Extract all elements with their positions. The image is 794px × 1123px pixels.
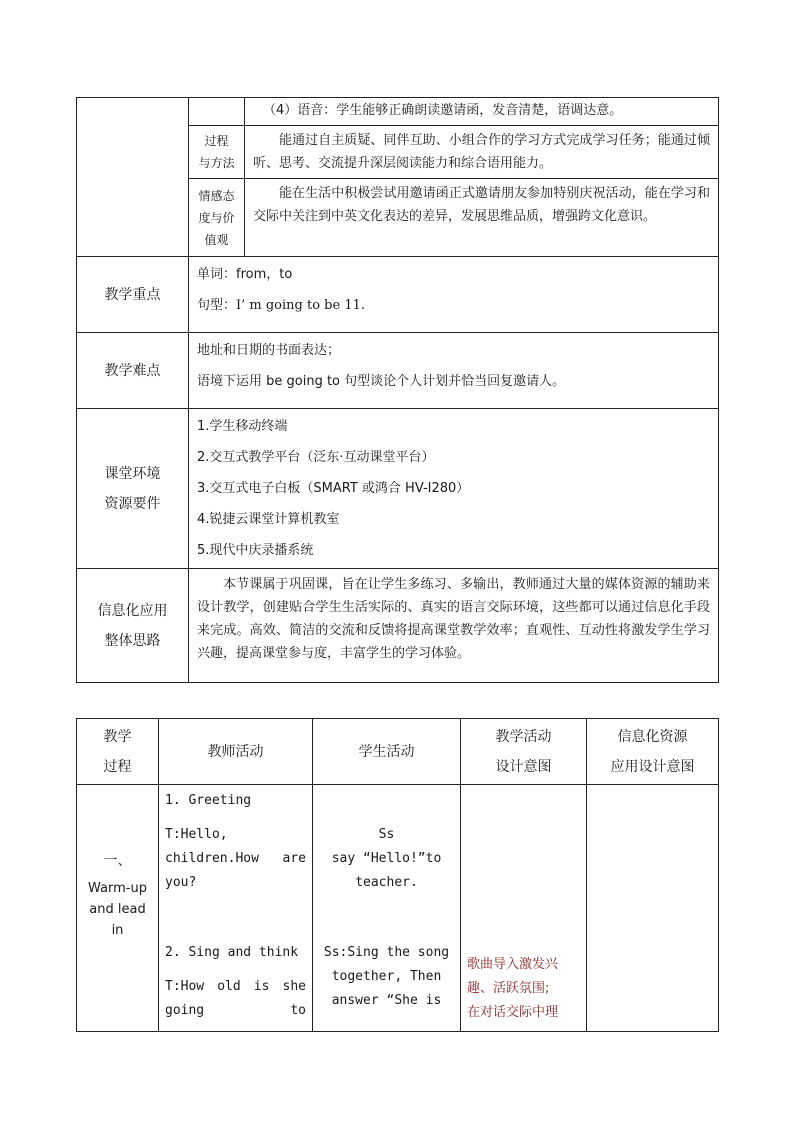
- emotion-text: 能在生活中积极尝试用邀请函正式邀请朋友参加特别庆祝活动，能在学习和交际中关注到中英文化表达的差异，发展思维品质，增强跨文化意识。: [245, 179, 719, 257]
- difficulties: 地址和日期的书面表达； 语境下运用 be going to 句型谈论个人计划并恰当回复邀请人。: [189, 333, 719, 409]
- design-intent: 歌曲导入激发兴 趣、活跃氛围; 在对话交际中理: [461, 785, 587, 1032]
- stage-warmup: 一、 Warm-up and lead in: [77, 785, 159, 1032]
- teacher-activity: 1. Greeting T:Hello, children.How are you? 2. Sing and think T:How old is she going to: [159, 785, 313, 1032]
- objectives-label-cell: [77, 98, 189, 257]
- list-item: 5.现代中庆录播系统: [197, 543, 314, 558]
- header-process: 教学 过程: [77, 719, 159, 785]
- objectives-table: [76, 97, 719, 683]
- key-points: 单词：from，to 句型：I’ m going to be 11.: [189, 257, 719, 333]
- difficulties-label: 教学难点: [77, 333, 189, 409]
- header-teacher: 教师活动: [159, 719, 313, 785]
- environment-list: [189, 409, 719, 569]
- header-resource: 信息化资源 应用设计意图: [587, 719, 719, 785]
- emotion-label: 情感态 度与价 值观: [189, 179, 245, 257]
- info-approach-label: 信息化应用 整体思路: [77, 569, 189, 683]
- header-intent: 教学活动 设计意图: [461, 719, 587, 785]
- process-text: 能通过自主质疑、同伴互助、小组合作的学习方式完成学习任务；能通过倾听、思考、交流提升深层阅读能力和综合语用能力。: [245, 126, 719, 179]
- resource-intent: [587, 785, 719, 1032]
- list-item: 4.锐捷云课堂计算机教室: [197, 512, 340, 527]
- list-item: 3.交互式电子白板（SMART 或鸿合 HV-I280）: [197, 481, 470, 496]
- list-item: 2.交互式教学平台（泛东·互动课堂平台）: [197, 450, 435, 465]
- process-table: [76, 718, 719, 1032]
- objective-language: （4）语音：学生能够正确朗读邀请函，发音清楚，语调达意。: [245, 98, 719, 126]
- key-points-label: 教学重点: [77, 257, 189, 333]
- header-student: 学生活动: [313, 719, 461, 785]
- process-label: 过程 与方法: [189, 126, 245, 179]
- student-activity: Ss say “Hello!”to teacher. Ss:Sing the song together, Then answer “She is: [313, 785, 461, 1032]
- list-item: 1.学生移动终端: [197, 419, 288, 434]
- environment-label: 课堂环境 资源要件: [77, 409, 189, 569]
- blank-cell: [189, 98, 245, 126]
- info-approach-text: 本节课属于巩固课，旨在让学生多练习、多输出，教师通过大量的媒体资源的辅助来设计教学，创建贴合学生生活实际的、真实的语言交际环境，这些都可以通过信息化手段来完成。高效、简洁的交流和反馈将提高课堂教学效率；直观性、互动性将激发学生学习兴趣，提高课堂参与度，丰富学生的学习体验。: [189, 569, 719, 683]
